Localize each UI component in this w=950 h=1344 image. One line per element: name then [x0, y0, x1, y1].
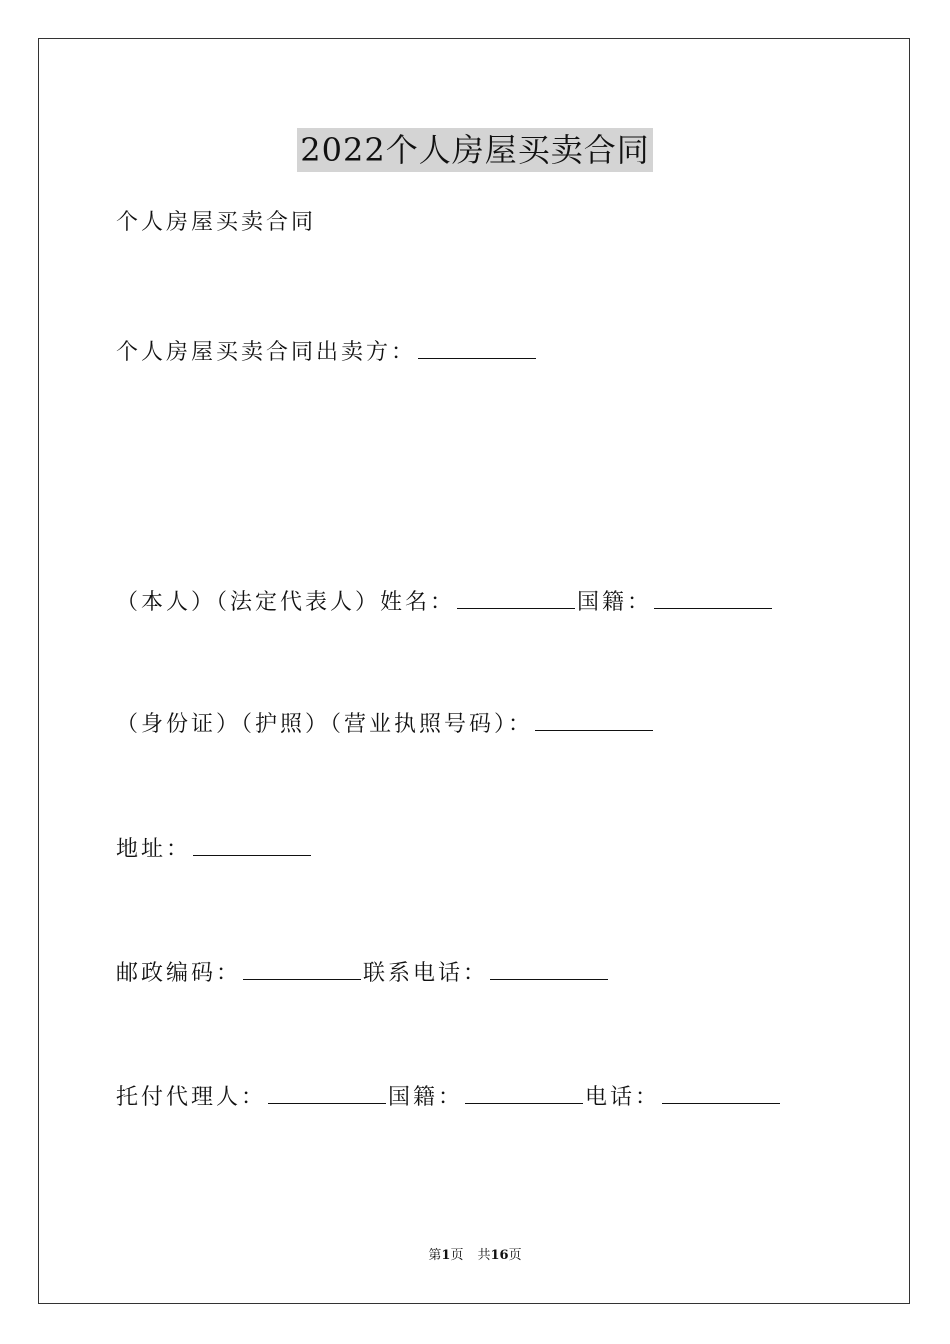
name-blank[interactable]: [457, 586, 575, 609]
address-label: 地址：: [116, 837, 192, 862]
agent-phone-label: 电话：: [585, 1085, 661, 1110]
agent-phone-blank[interactable]: [662, 1081, 780, 1104]
id-label: （身份证）（护照）（营业执照号码）：: [116, 712, 534, 737]
total-suffix: 页: [508, 1248, 522, 1263]
phone-label: 联系电话：: [363, 961, 489, 986]
id-line: [116, 708, 655, 740]
total-pages: 16: [490, 1248, 509, 1263]
seller-blank[interactable]: [418, 336, 536, 359]
address-line: [116, 833, 313, 865]
postal-blank[interactable]: [243, 957, 361, 980]
agent-line: [116, 1081, 782, 1113]
page-number: 1: [441, 1248, 451, 1263]
phone-blank[interactable]: [490, 957, 608, 980]
nationality-blank[interactable]: [654, 586, 772, 609]
page-prefix: 第: [428, 1248, 442, 1263]
nationality-label: 国籍：: [577, 590, 653, 615]
postal-label: 邮政编码：: [116, 961, 242, 986]
address-blank[interactable]: [193, 833, 311, 856]
name-line: [116, 586, 774, 618]
title-container: [0, 128, 950, 172]
total-prefix: 共: [477, 1248, 491, 1263]
name-label: （本人）（法定代表人）姓名：: [116, 590, 456, 615]
agent-nationality-blank[interactable]: [465, 1081, 583, 1104]
seller-line: [116, 336, 538, 368]
postal-line: [116, 957, 610, 989]
document-title: 2022个人房屋买卖合同: [297, 128, 652, 172]
subtitle: 个人房屋买卖合同: [116, 210, 317, 235]
page-footer: [0, 1247, 950, 1265]
seller-label: 个人房屋买卖合同出卖方：: [116, 340, 417, 365]
agent-blank[interactable]: [268, 1081, 386, 1104]
id-blank[interactable]: [535, 708, 653, 731]
agent-nationality-label: 国籍：: [388, 1085, 464, 1110]
agent-label: 托付代理人：: [116, 1085, 267, 1110]
page-suffix: 页: [450, 1248, 464, 1263]
